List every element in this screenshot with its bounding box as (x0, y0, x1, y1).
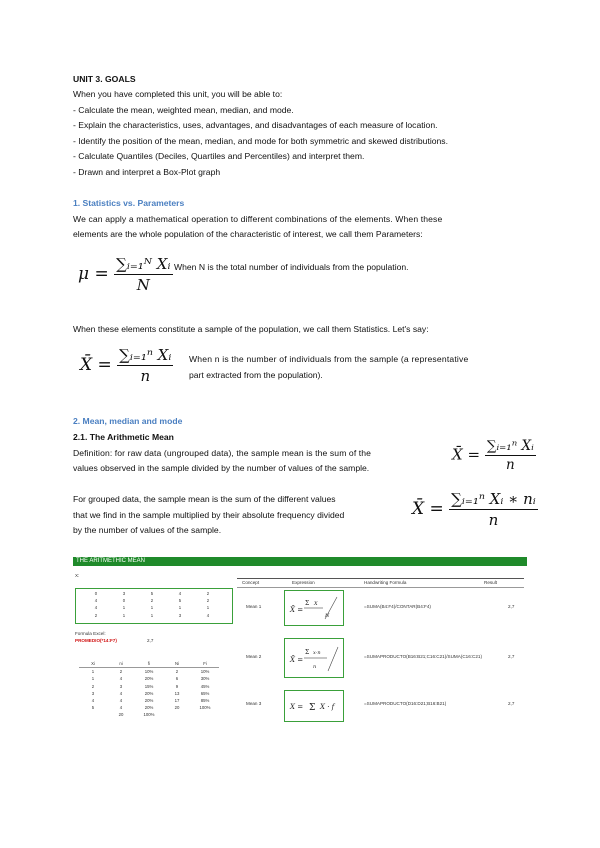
grid-cell: 5 (150, 591, 154, 597)
grid-cell: 2 (206, 598, 210, 604)
grid-cell: 5 (178, 598, 182, 604)
table-cell: 3 (91, 690, 95, 696)
formula-numerator: ∑ᵢ₌₁ⁿ Xᵢ (119, 346, 172, 364)
table-cell: 20% (144, 705, 154, 711)
table-row (79, 697, 219, 704)
grid-cell: 1 (150, 605, 154, 611)
column-header: Ni (174, 661, 180, 667)
formula-denominator: N (136, 276, 150, 294)
frequency-table (79, 660, 219, 719)
table-row (82, 597, 222, 604)
grid-cell: 4 (178, 591, 182, 597)
section1-para2: When these elements constitute a sample of the population, we call them Statistics. Let's say: (73, 324, 429, 334)
mean1-expression-image (285, 591, 343, 625)
svg-text:Σ: Σ (305, 649, 310, 656)
table-cell: 85% (200, 698, 210, 704)
table-row (79, 690, 219, 697)
svg-text:X̄ =: X̄ = (290, 606, 304, 614)
formula-lhs: X̄ (452, 445, 463, 464)
grid-cell: 0 (94, 591, 98, 597)
table-cell: 13 (174, 690, 180, 696)
section1-heading: 1. Statistics vs. Parameters (73, 198, 185, 208)
goal-item: - Drawn and interpret a Box-Plot graph (73, 167, 221, 177)
table-cell (163, 711, 191, 718)
table-cell: 4 (119, 690, 123, 696)
goal-item: - Calculate the mean, weighted mean, median, and mode. (73, 105, 294, 115)
column-header: ni (119, 661, 123, 667)
svg-text:X: X (314, 601, 318, 607)
calc-header-result: Result (484, 580, 498, 585)
svg-text:n: n (313, 664, 317, 670)
section1-para1-line1: We can apply a mathematical operation to different combinations of the elements. When these (73, 214, 443, 224)
table-cell: 4 (119, 676, 123, 682)
table-cell: 20 (174, 705, 180, 711)
figure-x-label: X: (75, 573, 80, 578)
table-cell: 2 (91, 683, 95, 689)
table-row (82, 612, 222, 619)
sample-note-line1: When n is the number of individuals from the sample (a representative (189, 354, 469, 364)
figure-title-bar: THE ARITMETHIC MEAN (73, 557, 527, 566)
svg-text:Σ: Σ (309, 703, 316, 713)
calc-header-expression: Expression (292, 580, 315, 585)
goal-item: - Calculate Quantiles (Deciles, Quartiles and Percentiles) and interpret them. (73, 151, 365, 161)
population-note: When N is the total number of individuals from the population. (174, 262, 409, 272)
mean2-expression-image (285, 639, 343, 677)
table-cell: 10% (144, 669, 154, 675)
grid-cell: 2 (150, 598, 154, 604)
formula-denominator: n (488, 511, 499, 529)
goal-item: - Explain the characteristics, uses, advantages, and disadvantages of each measure of location. (73, 120, 438, 130)
svg-text:Σ: Σ (305, 600, 310, 607)
table-cell: 45% (200, 683, 210, 689)
table-cell: 30% (200, 676, 210, 682)
calc-header-formula: Handwriting Formula (364, 580, 407, 585)
calc-header-concept: Concept (242, 580, 260, 585)
table-cell: 20% (144, 698, 154, 704)
formula-excel-text: PROMEDIO(*14:F7) (75, 638, 117, 643)
expression-box-mean1 (284, 590, 344, 626)
goals-title: UNIT 3. GOALS (73, 74, 136, 84)
grid-cell: 1 (122, 612, 126, 618)
calc-result-mean3: 2,7 (508, 701, 515, 706)
calc-formula-mean1: =SUMA(B4:F4)/CONTAR(B4:F4) (364, 604, 431, 609)
formula-denominator: n (505, 457, 515, 473)
grid-cell: 1 (150, 612, 154, 618)
grid-cell: 0 (122, 598, 126, 604)
grid-cell: 4 (94, 605, 98, 611)
raw-data-grid (75, 588, 233, 624)
calc-concept-mean1: Mean 1 (246, 604, 262, 609)
grid-cell: 3 (122, 591, 126, 597)
table-cell (191, 711, 219, 718)
formula-lhs: μ (78, 264, 90, 284)
mean3-expression-image (285, 691, 343, 721)
formula-excel-label: Formula Excel: (75, 631, 106, 636)
calc-formula-mean2: =SUMAPRODUCTO(B16:B21;C16:C21)/SUMA(C16:C21) (364, 654, 482, 659)
table-cell: 1 (91, 676, 95, 682)
grid-cell: 1 (178, 605, 182, 611)
svg-text:x·n: x·n (313, 650, 321, 656)
formula-numerator: ∑ᵢ₌₁ⁿ Xᵢ ∗ nᵢ (451, 490, 536, 508)
svg-text:N: N (325, 613, 330, 619)
calc-concept-mean3: Mean 3 (246, 701, 262, 706)
grouped-line2: that we find in the sample multiplied by their absolute frequency divided (73, 510, 345, 520)
table-cell: 4 (119, 705, 123, 711)
calc-result-mean2: 2,7 (508, 654, 515, 659)
formula-numerator: ∑ᵢ₌₁ᴺ Xᵢ (116, 255, 171, 273)
grid-cell: 1 (122, 605, 126, 611)
section2-heading: 2. Mean, median and mode (73, 416, 183, 426)
table-cell: 4 (91, 698, 95, 704)
formula-denominator: n (140, 367, 151, 385)
formula-lhs: X̄ (80, 355, 93, 375)
svg-text:X =: X = (290, 703, 304, 711)
definition-line1: Definition: for raw data (ungrouped data), the sample mean is the sum of the (73, 448, 372, 458)
population-mean-formula: μ = $\frac{\text{∑ᵢ₌₁ᴺ Xᵢ}}{N}$ (78, 255, 171, 294)
table-cell: 4 (119, 698, 123, 704)
table-cell: 20 (118, 712, 124, 718)
table-cell: 10% (200, 669, 210, 675)
table-cell: 20% (144, 690, 154, 696)
table-cell: 17 (174, 698, 180, 704)
table-cell: 65% (200, 690, 210, 696)
calc-concept-mean2: Mean 2 (246, 654, 262, 659)
table-row (79, 668, 219, 676)
grouped-mean-formula: X̄ = $\frac{\text{∑ᵢ₌₁ⁿ Xᵢ ∗ nᵢ}}{n}$ (412, 490, 536, 529)
table-cell: 20% (144, 676, 154, 682)
table-cell: 3 (119, 683, 123, 689)
table-cell (79, 711, 107, 718)
expression-box-mean2 (284, 638, 344, 678)
table-cell: 6 (175, 676, 179, 682)
table-totals-row (79, 711, 219, 718)
table-row (79, 704, 219, 711)
grouped-line3: by the number of values of the sample. (73, 525, 222, 535)
sample-mean-formula: X̄ = $\frac{\text{∑ᵢ₌₁ⁿ Xᵢ}}{n}$ (80, 346, 172, 385)
raw-mean-formula: X̄ = $\frac{\text{∑ᵢ₌₁ⁿ Xᵢ}}{n}$ (452, 438, 534, 473)
formula-lhs: X̄ (412, 499, 425, 519)
table-row (82, 590, 222, 597)
section2-subheading: 2.1. The Arithmetic Mean (73, 432, 174, 442)
table-cell: 5 (91, 705, 95, 711)
table-cell: 2 (119, 669, 123, 675)
calc-header-divider (237, 587, 524, 588)
definition-line2: values observed in the sample divided by the number of values of the sample. (73, 463, 370, 473)
table-header-row (79, 660, 219, 668)
table-cell: 2 (175, 669, 179, 675)
formula-numerator: ∑ᵢ₌₁ⁿ Xᵢ (486, 438, 534, 454)
grid-cell: 4 (94, 598, 98, 604)
grid-cell: 2 (206, 591, 210, 597)
svg-text:X̄ =: X̄ = (290, 656, 304, 664)
table-cell: 100% (143, 712, 155, 718)
table-cell: 1 (91, 669, 95, 675)
table-cell: 100% (199, 705, 211, 711)
grid-cell: 3 (178, 612, 182, 618)
grid-cell: 4 (206, 612, 210, 618)
svg-text:X · f: X · f (320, 703, 335, 711)
formula-excel-value: 2,7 (147, 638, 154, 643)
goals-intro: When you have completed this unit, you will be able to: (73, 89, 283, 99)
table-row (79, 683, 219, 690)
table-row (79, 675, 219, 682)
table-cell: 15% (144, 683, 154, 689)
expression-box-mean3 (284, 690, 344, 722)
calc-header-rule (237, 578, 524, 579)
table-cell: 9 (175, 683, 179, 689)
column-header: Xi (91, 661, 95, 667)
column-header: Fi (203, 661, 207, 667)
grouped-line1: For grouped data, the sample mean is the sum of the different values (73, 494, 336, 504)
calc-result-mean1: 2,7 (508, 604, 515, 609)
table-row (82, 604, 222, 611)
column-header: fi (147, 661, 151, 667)
calc-formula-mean3: =SUMAPRODUCTO(D16:D21;B16:B21) (364, 701, 447, 706)
sample-note-line2: part extracted from the population). (189, 370, 323, 380)
goal-item: - Identify the position of the mean, median, and mode for both symmetric and skewed distributions. (73, 136, 448, 146)
grid-cell: 2 (94, 612, 98, 618)
section1-para1-line2: elements are the whole population of the characteristic of interest, we call them Parameters: (73, 229, 423, 239)
grid-cell: 1 (206, 605, 210, 611)
